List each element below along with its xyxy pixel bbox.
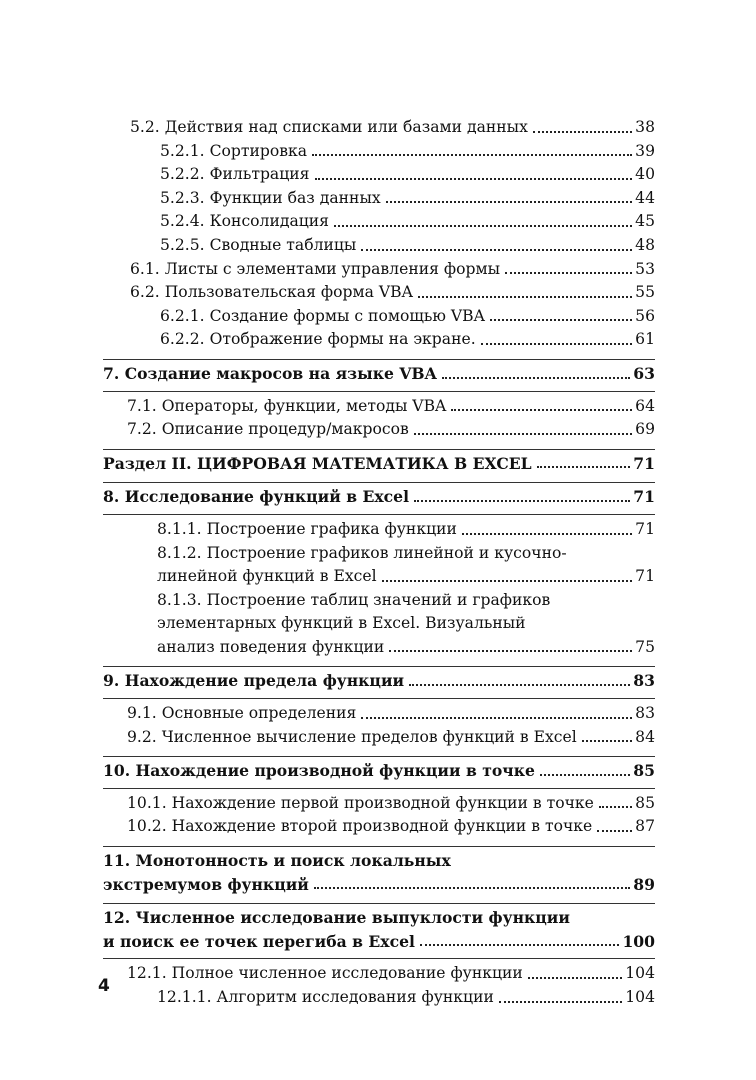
dot-leader (599, 806, 632, 808)
toc-chapter-11[interactable] (103, 873, 655, 897)
dot-leader (315, 178, 633, 180)
section-divider (103, 359, 655, 360)
toc-entry-title: 12.1. Полное численное исследование функции (127, 964, 523, 983)
dot-leader (505, 272, 632, 274)
dot-leader (537, 466, 631, 468)
toc-entry-7-2[interactable] (103, 418, 655, 442)
toc-entry-page: 53 (635, 259, 655, 278)
section-divider (103, 666, 655, 667)
toc-entry-page: 85 (633, 761, 655, 781)
dot-leader (597, 830, 632, 832)
toc-entry-page: 45 (635, 212, 655, 231)
section-divider (103, 903, 655, 904)
toc-entry-page: 44 (635, 188, 655, 207)
table-of-contents (103, 116, 655, 1010)
toc-entry-title: 5.2.5. Сводные таблицы (160, 235, 357, 254)
dot-leader (528, 977, 622, 979)
toc-entry-5-2-5[interactable] (103, 234, 655, 258)
toc-entry-page: 75 (635, 637, 655, 656)
toc-entry-title: 5.2.2. Фильтрация (160, 165, 310, 184)
toc-entry-page: 71 (635, 519, 655, 538)
toc-entry-page: 69 (635, 420, 655, 439)
toc-entry-10-1[interactable] (103, 792, 655, 816)
toc-entry-9-1[interactable] (103, 702, 655, 726)
page-number: 4 (98, 976, 110, 996)
dot-leader (540, 774, 630, 776)
dot-leader (334, 225, 632, 227)
toc-entry-page: 89 (633, 874, 655, 894)
section-divider (103, 391, 655, 392)
dot-leader (382, 580, 633, 582)
section-divider (103, 449, 655, 450)
dot-leader (582, 740, 632, 742)
section-divider (103, 756, 655, 757)
toc-entry-page: 83 (635, 704, 655, 723)
dot-leader (499, 1001, 622, 1003)
toc-entry-10-2[interactable] (103, 815, 655, 839)
toc-entry-page: 38 (635, 118, 655, 136)
toc-entry-8-1-1[interactable] (103, 518, 655, 542)
toc-entry-12-1-1[interactable] (103, 986, 655, 1010)
toc-entry-8-1-2[interactable] (103, 565, 655, 589)
toc-entry-6-2-2[interactable] (103, 328, 655, 352)
toc-chapter-8[interactable] (103, 485, 655, 509)
toc-entry-title: 9.2. Численное вычисление пределов функций в Excel (127, 727, 577, 746)
toc-entry-title: 5.2.4. Консолидация (160, 212, 330, 231)
toc-entry-title: 5.2.1. Сортировка (160, 141, 308, 160)
toc-entry-page: 71 (635, 567, 655, 586)
toc-entry-page: 100 (622, 931, 655, 951)
toc-entry-title: Раздел II. ЦИФРОВАЯ МАТЕМАТИКА В EXCEL (103, 453, 532, 473)
toc-entry-page: 64 (635, 396, 655, 415)
toc-entry-page: 85 (635, 793, 655, 812)
section-divider (103, 482, 655, 483)
toc-entry-title: 8. Исследование функций в Excel (103, 487, 409, 507)
toc-entry-title: 7. Создание макросов на языке VBA (103, 363, 437, 383)
dot-leader (418, 296, 632, 298)
toc-entry-6-2[interactable] (103, 281, 655, 305)
toc-part-2[interactable] (103, 452, 655, 476)
toc-entry-page: 84 (635, 727, 655, 746)
dot-leader (312, 154, 632, 156)
toc-chapter-9[interactable] (103, 669, 655, 693)
toc-entry-title: 6.2. Пользовательская форма VBA (130, 283, 413, 302)
dot-leader (442, 377, 631, 379)
toc-entry-title: 6.1. Листы с элементами управления формы (130, 259, 501, 278)
toc-entry-title: 5.2.3. Функции баз данных (160, 188, 381, 207)
toc-entry-title: 10.1. Нахождение первой производной функции в точке (127, 793, 594, 812)
toc-entry-title: 9. Нахождение предела функции (103, 671, 405, 691)
toc-chapter-7[interactable] (103, 362, 655, 386)
toc-entry-8-1-3-line1[interactable]: 8.1.3. Построение таблиц значений и графиков (157, 590, 551, 609)
dot-leader (414, 500, 630, 502)
toc-entry-page: 56 (635, 306, 655, 325)
toc-chapter-11-line1[interactable]: 11. Монотонность и поиск локальных (103, 851, 451, 871)
toc-entry-title: 12.1.1. Алгоритм исследования функции (157, 988, 494, 1006)
dot-leader (361, 717, 632, 719)
toc-entry-12-1[interactable] (103, 962, 655, 986)
toc-entry-page: 71 (633, 487, 655, 507)
toc-entry-5-2[interactable] (103, 116, 655, 140)
toc-entry-title: линейной функций в Excel (157, 567, 377, 586)
toc-entry-page: 40 (635, 165, 655, 184)
toc-entry-title: и поиск ее точек перегиба в Excel (103, 931, 415, 951)
toc-entry-page: 55 (635, 283, 655, 302)
toc-entry-page: 39 (635, 141, 655, 160)
toc-entry-title: 10. Нахождение производной функции в точке (103, 761, 535, 781)
toc-entry-page: 61 (635, 330, 655, 349)
toc-entry-title: 9.1. Основные определения (127, 704, 357, 723)
section-divider (103, 698, 655, 699)
toc-entry-title: экстремумов функций (103, 874, 309, 894)
dot-leader (314, 887, 630, 889)
toc-entry-8-1-2-line1[interactable]: 8.1.2. Построение графиков линейной и кусочно- (157, 543, 567, 562)
section-divider (103, 514, 655, 515)
toc-entry-5-2-2[interactable] (103, 163, 655, 187)
toc-chapter-12[interactable] (103, 930, 655, 954)
dot-leader (490, 319, 632, 321)
section-divider (103, 958, 655, 959)
toc-entry-page: 104 (625, 988, 655, 1006)
toc-chapter-12-line1[interactable]: 12. Численное исследование выпуклости функции (103, 908, 570, 928)
dot-leader (389, 650, 632, 652)
toc-entry-5-2-4[interactable] (103, 210, 655, 234)
toc-entry-7-1[interactable] (103, 395, 655, 419)
toc-entry-8-1-3-line2[interactable]: элементарных функций в Excel. Визуальный (157, 614, 526, 633)
dot-leader (481, 343, 632, 345)
toc-entry-page: 104 (625, 964, 655, 983)
dot-leader (420, 944, 620, 946)
toc-entry-title: 7.2. Описание процедур/макросов (127, 420, 409, 439)
toc-entry-page: 83 (633, 671, 655, 691)
toc-entry-title: 6.2.1. Создание формы с помощью VBA (160, 306, 485, 325)
toc-entry-title: 6.2.2. Отображение формы на экране. (160, 330, 476, 349)
toc-entry-5-2-1[interactable] (103, 140, 655, 164)
toc-entry-9-2[interactable] (103, 726, 655, 750)
toc-entry-6-2-1[interactable] (103, 305, 655, 329)
dot-leader (533, 131, 632, 133)
toc-entry-page: 87 (635, 817, 655, 836)
toc-entry-title: анализ поведения функции (157, 637, 385, 656)
toc-entry-page: 48 (635, 235, 655, 254)
section-divider (103, 788, 655, 789)
dot-leader (462, 533, 632, 535)
toc-chapter-10[interactable] (103, 759, 655, 783)
toc-entry-5-2-3[interactable] (103, 187, 655, 211)
toc-entry-8-1-3[interactable] (103, 636, 655, 660)
toc-entry-title: 7.1. Операторы, функции, методы VBA (127, 396, 447, 415)
dot-leader (414, 433, 632, 435)
dot-leader (386, 201, 632, 203)
section-divider (103, 846, 655, 847)
toc-entry-page: 71 (633, 453, 655, 473)
toc-entry-title: 5.2. Действия над списками или базами данных (130, 118, 528, 136)
toc-entry-title: 10.2. Нахождение второй производной функции в точке (127, 817, 593, 836)
toc-entry-page: 63 (633, 363, 655, 383)
dot-leader (409, 684, 630, 686)
dot-leader (451, 409, 632, 411)
toc-entry-6-1[interactable] (103, 258, 655, 282)
dot-leader (361, 249, 632, 251)
toc-entry-title: 8.1.1. Построение графика функции (157, 519, 457, 538)
